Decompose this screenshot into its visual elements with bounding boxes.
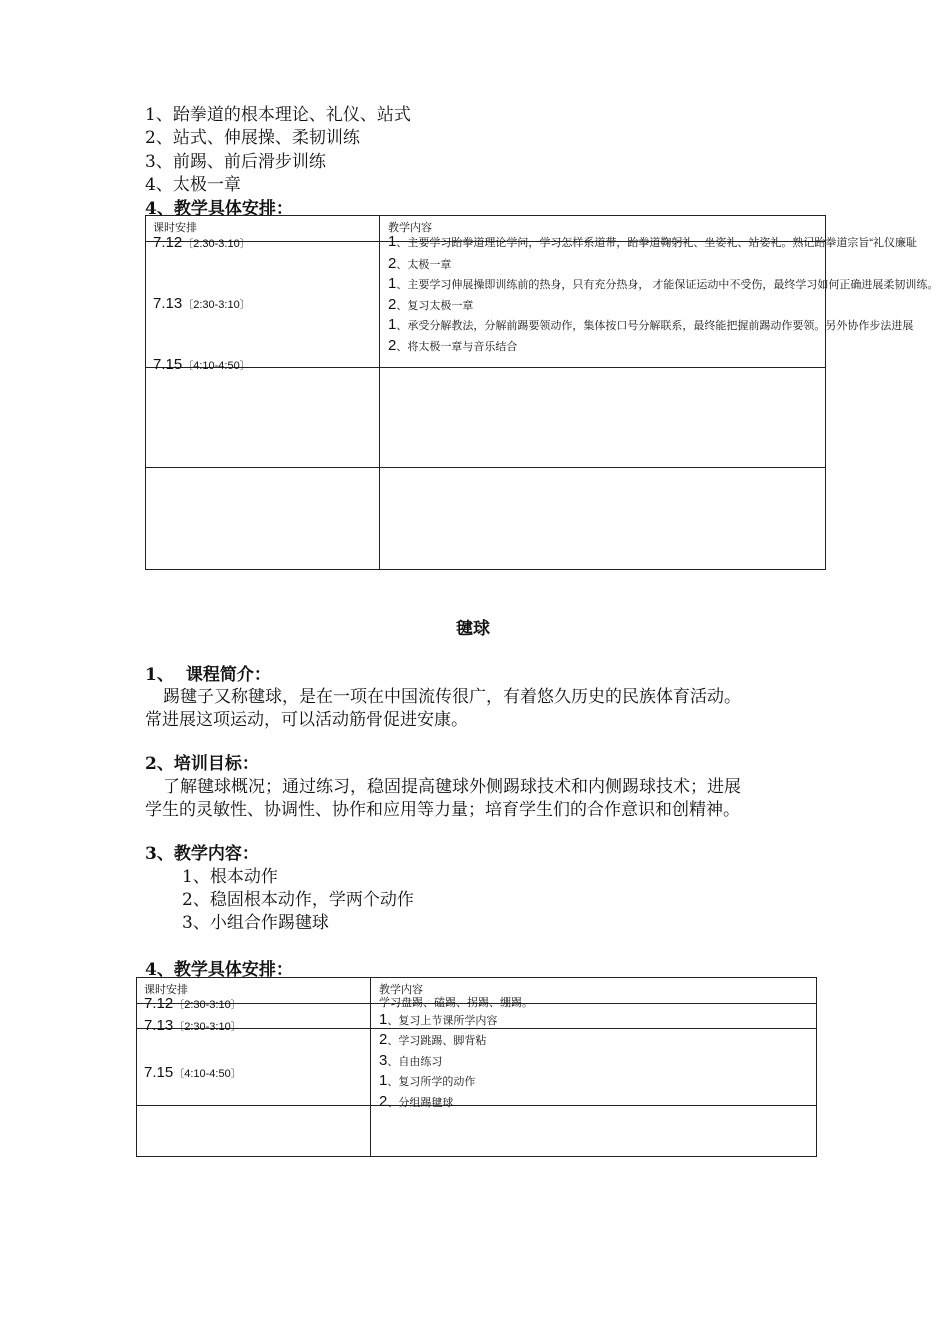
tkd-content-line: 1、承受分解教法，分解前踢要领动作，集体按口号分解联系，最终能把握前踢动作要领。另外协作步法进展 <box>388 316 914 333</box>
tkd-item-2: 2、站式、伸展操、柔韧训练 <box>145 128 360 148</box>
tkd-item-4: 4、太极一章 <box>145 175 241 195</box>
jianqiu-s1-para-line-1: 踢毽子又称毽球，是在一项在中国流传很广，有着悠久历史的民族体育活动。 <box>163 687 741 707</box>
jianqiu-content-line: 2、分组踢毽球 <box>379 1093 454 1110</box>
jianqiu-table-col-divider <box>370 977 371 1157</box>
jianqiu-s3-item-3: 3、小组合作踢毽球 <box>182 913 329 933</box>
tkd-content-line: 2、将太极一章与音乐结合 <box>388 337 518 354</box>
jianqiu-time-row-2: 7.13〔2:30-3:10〕 <box>144 1017 242 1034</box>
tkd-content-line: 2、复习太极一章 <box>388 296 474 313</box>
jianqiu-content-line: 2、学习跳踢、脚背粘 <box>379 1031 487 1048</box>
jianqiu-col2-header: 教学内容 <box>379 984 423 996</box>
jianqiu-time-row-1: 7.12〔2:30-3:10〕 <box>144 995 242 1012</box>
tkd-col2-header: 教学内容 <box>388 222 432 234</box>
tkd-content-line: 1、主要学习跆拳道理论学问，学习怎样系道带，跆拳道鞠躬礼、坐姿礼、站姿礼。熟记跆拳道宗旨“礼仪廉耻 <box>388 233 918 250</box>
jianqiu-s1-para-line-2: 常进展这项运动，可以活动筋骨促进安康。 <box>145 710 468 730</box>
jianqiu-content-line: 3、自由练习 <box>379 1052 443 1069</box>
tkd-time-row-2: 7.13〔2:30-3:10〕 <box>153 295 251 312</box>
jianqiu-table-line <box>136 1105 817 1106</box>
tkd-time-row-3: 7.15〔4:10-4:50〕 <box>153 356 251 373</box>
jianqiu-col1-header: 课时安排 <box>144 984 188 996</box>
tkd-content-line: 1、主要学习伸展操即训练前的热身，只有充分热身， 才能保证运动中不受伤，最终学习如何正确进展柔韧训练。 <box>388 275 939 292</box>
tkd-content-line: 2、太极一章 <box>388 255 452 272</box>
tkd-item-3: 3、前踢、前后滑步训练 <box>145 152 326 172</box>
jianqiu-s3-heading: 3、教学内容： <box>145 844 259 864</box>
tkd-col1-header: 课时安排 <box>153 222 197 234</box>
jianqiu-s2-para-line-2: 学生的灵敏性、协调性、协作和应用等力量；培育学生们的合作意识和创精神。 <box>145 800 740 820</box>
jianqiu-s3-item-2: 2、稳固根本动作，学两个动作 <box>182 890 414 910</box>
tkd-time-row-1: 7.12〔2:30-3:10〕 <box>153 234 251 251</box>
jianqiu-s1-heading: 1、 课程简介： <box>145 665 271 685</box>
jianqiu-content-first: 学习盘踢、磕踢、拐踢、绷踢。 <box>379 997 533 1009</box>
jianqiu-content-line: 1、复习上节课所学内容 <box>379 1011 498 1028</box>
jianqiu-s2-heading: 2、培训目标： <box>145 754 259 774</box>
tkd-schedule-heading: 4、教学具体安排： <box>145 199 293 219</box>
tkd-table-line <box>145 467 826 468</box>
tkd-item-1: 1、跆拳道的根本理论、礼仪、站式 <box>145 105 411 125</box>
jianqiu-s2-para-line-1: 了解毽球概况；通过练习，稳固提高毽球外侧踢球技术和内侧踢球技术；进展 <box>163 777 741 797</box>
tkd-schedule-table <box>145 215 826 570</box>
jianqiu-time-row-3: 7.15〔4:10-4:50〕 <box>144 1064 242 1081</box>
jianqiu-content-line: 1、复习所学的动作 <box>379 1072 476 1089</box>
tkd-table-col-divider <box>379 215 380 570</box>
jianqiu-s4-heading: 4、教学具体安排： <box>145 960 293 980</box>
jianqiu-title: 毽球 <box>456 619 490 639</box>
jianqiu-s3-item-1: 1、根本动作 <box>182 867 278 887</box>
